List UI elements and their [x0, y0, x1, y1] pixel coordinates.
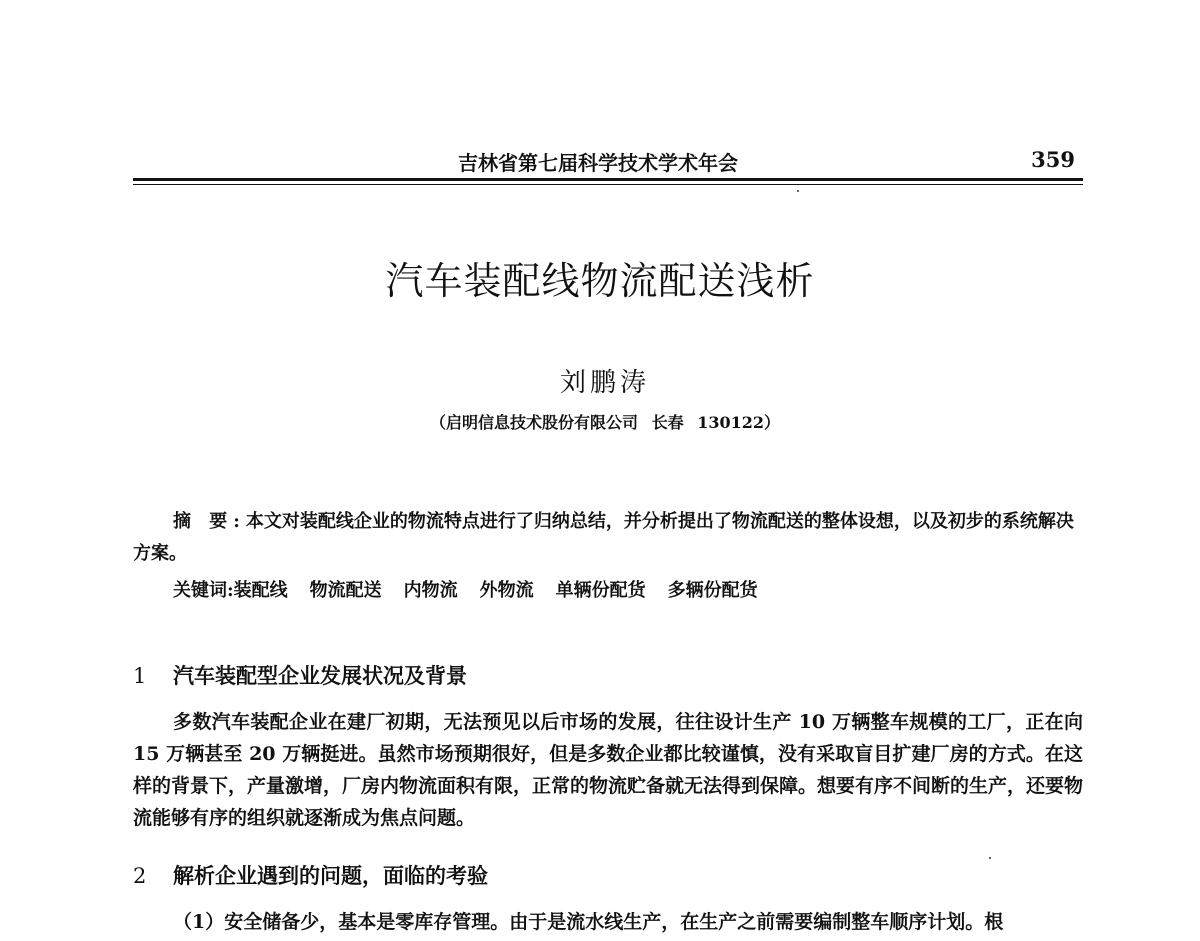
- header-rule-thick: [133, 178, 1083, 181]
- keyword: 内物流: [403, 580, 458, 601]
- section-number: 1: [133, 664, 147, 688]
- keyword: 装配线: [233, 580, 288, 601]
- keyword: 多辆份配货: [667, 580, 758, 601]
- author-affiliation: [0, 410, 1200, 433]
- keyword: 单辆份配货: [555, 580, 646, 601]
- running-header: [133, 141, 1083, 177]
- keywords-label: 关键词:: [173, 580, 234, 601]
- header-rule-thin: [133, 184, 1083, 185]
- section-heading: [133, 860, 488, 890]
- keyword: 物流配送: [309, 580, 382, 601]
- body-paragraph: 多数汽车装配企业在建厂初期，无法预见以后市场的发展，往往设计生产 10 万辆整车规模的工厂，正在向 15 万辆甚至 20 万辆挺进。虽然市场预期很好，但是多数企业都比较谨慎，没有采取盲目扩建厂房的方式。在这样的背景下，产量激增，厂房内物流面积有限，正常的物流贮备就无法得到保障。想要有序不间断的生产，还要物流能够有序的组织就逐渐成为焦点问题。: [133, 711, 1084, 829]
- affiliation-city: 长春: [651, 413, 684, 432]
- page-number: 359: [1031, 147, 1075, 172]
- abstract: [133, 506, 1083, 570]
- conference-title: 吉林省第七届科学技术学术年会: [458, 151, 738, 175]
- abstract-label: 摘 要:: [173, 511, 246, 532]
- author-name: 刘鹏涛: [559, 368, 650, 398]
- keyword: 外物流: [479, 580, 534, 601]
- affiliation-organization: （启明信息技术股份有限公司: [430, 413, 639, 432]
- scan-speck: [797, 190, 799, 192]
- section-title: 汽车装配型企业发展状况及背景: [173, 663, 467, 688]
- section-heading: [133, 660, 467, 690]
- section-title: 解析企业遇到的问题，面临的考验: [173, 863, 488, 888]
- keywords: [173, 576, 780, 602]
- paper-title: 汽车装配线物流配送浅析: [385, 259, 815, 303]
- affiliation-postcode: 130122）: [697, 413, 780, 432]
- abstract-text: 本文对装配线企业的物流特点进行了归纳总结，并分析提出了物流配送的整体设想，以及初步的系统解决方案。: [133, 511, 1074, 564]
- body-paragraph: （1）安全储备少，基本是零库存管理。由于是流水线生产，在生产之前需要编制整车顺序计划。根: [173, 911, 1004, 933]
- section-number: 2: [133, 864, 147, 888]
- scan-speck: [989, 857, 991, 859]
